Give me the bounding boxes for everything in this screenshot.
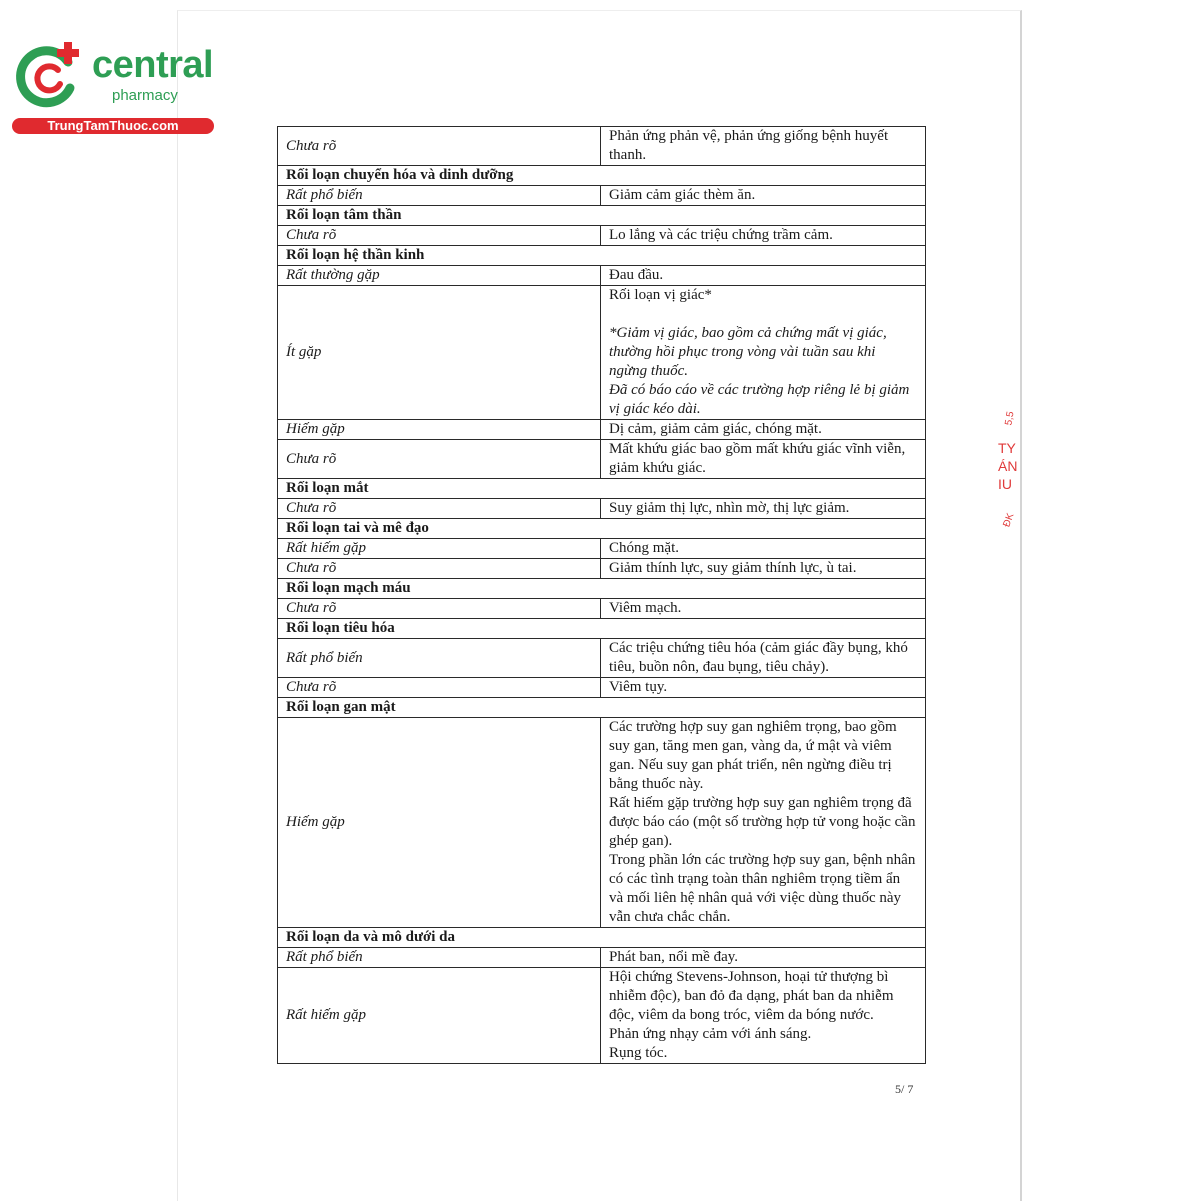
logo-website: TrungTamThuoc.com (12, 118, 214, 134)
logo-brand-text: central (92, 44, 214, 86)
table-row (278, 186, 926, 206)
table-row (278, 639, 926, 678)
description-line: Hội chứng Stevens-Johnson, hoại tử thượng bì nhiễm độc), ban đỏ đa dạng, phát ban da nhiễm độc, viêm da bong tróc, viêm da bóng nước. (609, 969, 894, 1023)
description-line: Phản ứng phản vệ, phản ứng giống bệnh huyết thanh. (609, 128, 889, 163)
stamp-text: ĐK (1001, 511, 1017, 529)
description-line: Lo lắng và các triệu chứng trầm cảm. (609, 227, 833, 243)
frequency-cell: Rất phổ biến (278, 186, 601, 206)
spacer (609, 305, 917, 324)
section-row (278, 206, 926, 226)
section-title: Rối loạn tiêu hóa (278, 619, 926, 639)
section-row (278, 579, 926, 599)
description-line: Giảm cảm giác thèm ăn. (609, 187, 756, 203)
description-cell (601, 559, 926, 579)
description-line: Dị cảm, giảm cảm giác, chóng mặt. (609, 421, 822, 437)
description-cell (601, 420, 926, 440)
central-pharmacy-logo (8, 36, 218, 136)
description-line: Phát ban, nổi mề đay. (609, 949, 739, 965)
description-line: Rối loạn vị giác* (609, 287, 712, 303)
description-line: Các trường hợp suy gan nghiêm trọng, bao gồm suy gan, tăng men gan, vàng da, ứ mật và viêm gan. Nếu suy gan phát triển, nên ngừng điều trị bằng thuốc này. (609, 719, 897, 792)
description-note: *Giảm vị giác, bao gồm cả chứng mất vị giác, thường hồi phục trong vòng vài tuần sau khi ngừng thuốc. (609, 325, 887, 379)
description-cell (601, 440, 926, 479)
description-line: Các triệu chứng tiêu hóa (cảm giác đầy bụng, khó tiêu, buồn nôn, đau bụng, tiêu chảy). (609, 640, 908, 675)
page-number: 5/ 7 (895, 1082, 914, 1096)
description-cell (601, 499, 926, 519)
description-cell (601, 678, 926, 698)
table-row (278, 539, 926, 559)
description-line: Rụng tóc. (609, 1045, 668, 1061)
frequency-cell: Rất hiếm gặp (278, 968, 601, 1064)
section-row (278, 928, 926, 948)
stamp-text: TY (998, 440, 1016, 456)
description-cell (601, 186, 926, 206)
section-title: Rối loạn chuyển hóa và dinh dưỡng (278, 166, 926, 186)
frequency-cell: Rất phổ biến (278, 948, 601, 968)
section-title: Rối loạn mắt (278, 479, 926, 499)
table-row (278, 440, 926, 479)
section-row (278, 698, 926, 718)
stamp-text: 5,5 (1003, 410, 1017, 427)
section-row (278, 479, 926, 499)
section-row (278, 166, 926, 186)
frequency-cell: Rất phổ biến (278, 639, 601, 678)
section-title: Rối loạn tâm thần (278, 206, 926, 226)
frequency-cell: Chưa rõ (278, 599, 601, 619)
frequency-cell: Hiếm gặp (278, 420, 601, 440)
frequency-cell: Rất hiếm gặp (278, 539, 601, 559)
description-cell (601, 127, 926, 166)
frequency-cell: Chưa rõ (278, 678, 601, 698)
adverse-effects-table (277, 126, 926, 1064)
description-line: Phản ứng nhạy cảm với ánh sáng. (609, 1026, 812, 1042)
frequency-cell: Chưa rõ (278, 127, 601, 166)
description-line: Viêm tụy. (609, 679, 668, 695)
description-cell (601, 948, 926, 968)
section-title: Rối loạn da và mô dưới da (278, 928, 926, 948)
section-title: Rối loạn mạch máu (278, 579, 926, 599)
table-row (278, 948, 926, 968)
description-line: Chóng mặt. (609, 540, 679, 556)
description-line: Mất khứu giác bao gồm mất khứu giác vĩnh viễn, giảm khứu giác. (609, 441, 906, 476)
table-row (278, 226, 926, 246)
section-row (278, 246, 926, 266)
frequency-cell: Hiếm gặp (278, 718, 601, 928)
description-line: Đau đầu. (609, 267, 664, 283)
section-row (278, 519, 926, 539)
table-row (278, 286, 926, 420)
table-row (278, 127, 926, 166)
table-row (278, 599, 926, 619)
section-title: Rối loạn hệ thần kinh (278, 246, 926, 266)
red-stamp-fragment (998, 398, 1024, 558)
table-row (278, 678, 926, 698)
description-cell (601, 599, 926, 619)
logo-sub-text: pharmacy (112, 87, 178, 104)
frequency-cell: Ít gặp (278, 286, 601, 420)
frequency-cell: Rất thường gặp (278, 266, 601, 286)
table-row (278, 718, 926, 928)
description-cell (601, 226, 926, 246)
frequency-cell: Chưa rõ (278, 559, 601, 579)
description-line: Trong phần lớn các trường hợp suy gan, bệnh nhân có các tình trạng toàn thân nghiêm trọng tiềm ẩn và mối liên hệ nhân quả với việc dùng thuốc này vẫn chưa chắc chắn. (609, 852, 916, 925)
frequency-cell: Chưa rõ (278, 499, 601, 519)
frequency-cell: Chưa rõ (278, 226, 601, 246)
stamp-text: ÁN (998, 458, 1018, 475)
description-cell (601, 539, 926, 559)
section-row (278, 619, 926, 639)
central-logo-icon (12, 40, 84, 112)
table-row (278, 420, 926, 440)
description-line: Viêm mạch. (609, 600, 682, 616)
frequency-cell: Chưa rõ (278, 440, 601, 479)
description-line: Suy giảm thị lực, nhìn mờ, thị lực giảm. (609, 500, 850, 516)
description-cell (601, 286, 926, 420)
stamp-text: IU (998, 476, 1012, 493)
description-line: Giảm thính lực, suy giảm thính lực, ù tai. (609, 560, 857, 576)
table-body (278, 127, 926, 1064)
description-cell (601, 266, 926, 286)
description-cell (601, 968, 926, 1064)
section-title: Rối loạn gan mật (278, 698, 926, 718)
description-cell (601, 718, 926, 928)
table-row (278, 266, 926, 286)
description-line: Rất hiếm gặp trường hợp suy gan nghiêm trọng đã được báo cáo (một số trường hợp tử vong hoặc cần ghép gan). (609, 795, 916, 849)
table-row (278, 559, 926, 579)
section-title: Rối loạn tai và mê đạo (278, 519, 926, 539)
description-cell (601, 639, 926, 678)
table-row (278, 499, 926, 519)
table-row (278, 968, 926, 1064)
description-note: Đã có báo cáo về các trường hợp riêng lẻ bị giảm vị giác kéo dài. (609, 382, 910, 417)
